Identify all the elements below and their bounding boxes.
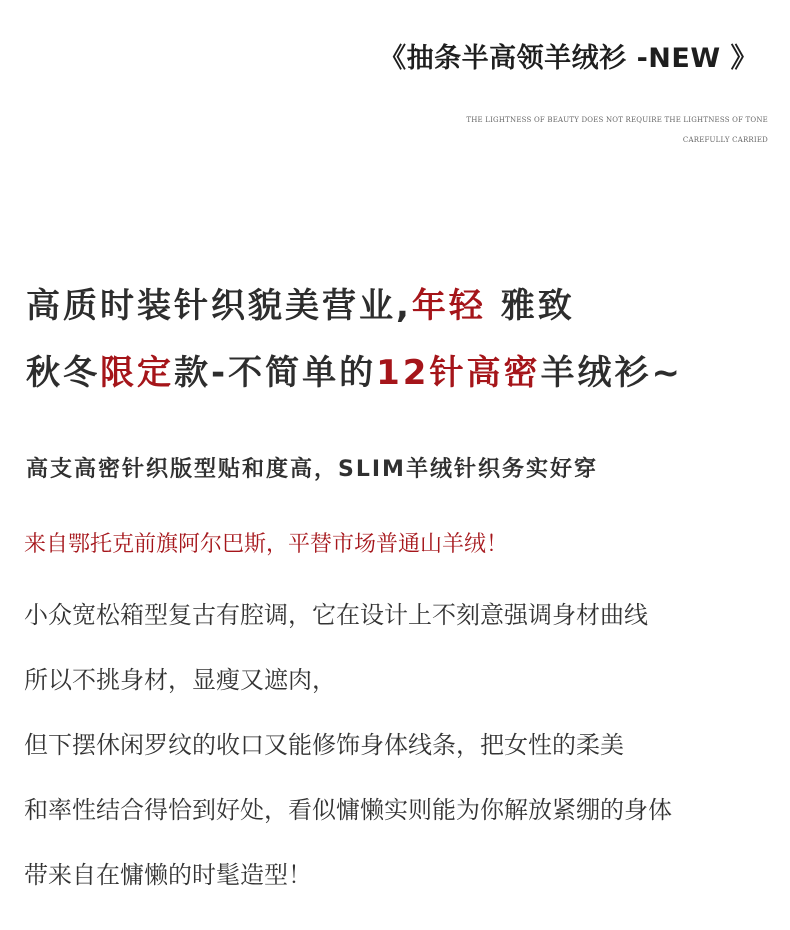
headline-line-2-highlight-b: 12针高密 bbox=[376, 353, 541, 393]
headline-line-2-text-b: 款-不简单的 bbox=[174, 353, 377, 393]
subheading: 高支高密针织版型贴和度高，SLIM羊绒针织务实好穿 bbox=[26, 457, 598, 482]
headline-line-1-text-b: 雅致 bbox=[485, 286, 575, 326]
body-line-3: 但下摆休闲罗纹的收口又能修饰身体线条，把女性的柔美 bbox=[24, 731, 624, 759]
headline-line-2-highlight-a: 限定 bbox=[100, 353, 174, 393]
headline-line-1-text-a: 高质时装针织貌美营业, bbox=[26, 286, 412, 326]
headline-line-1 bbox=[26, 278, 575, 327]
headline-line-2 bbox=[26, 345, 683, 394]
body-line-5: 带来自在慵懒的时髦造型！ bbox=[24, 861, 312, 889]
origin-note: 来自鄂托克前旗阿尔巴斯，平替市场普通山羊绒！ bbox=[24, 532, 509, 557]
product-title: 《抽条半高领羊绒衫 -NEW 》 bbox=[379, 43, 758, 74]
body-line-1: 小众宽松箱型复古有腔调，它在设计上不刻意强调身材曲线 bbox=[24, 601, 648, 629]
headline-line-2-text-a: 秋冬 bbox=[26, 353, 100, 393]
tagline-secondary: CAREFULLY CARRIED bbox=[682, 136, 768, 144]
body-line-4: 和率性结合得恰到好处，看似慵懒实则能为你解放紧绷的身体 bbox=[24, 796, 672, 824]
headline-line-2-text-c: 羊绒衫~ bbox=[540, 353, 683, 393]
tagline-primary: THE LIGHTNESS OF BEAUTY DOES NOT REQUIRE THE LIGHTNESS OF TONE bbox=[466, 116, 768, 124]
body-line-2: 所以不挑身材，显瘦又遮肉， bbox=[24, 666, 336, 694]
headline-line-1-highlight: 年轻 bbox=[411, 286, 486, 326]
